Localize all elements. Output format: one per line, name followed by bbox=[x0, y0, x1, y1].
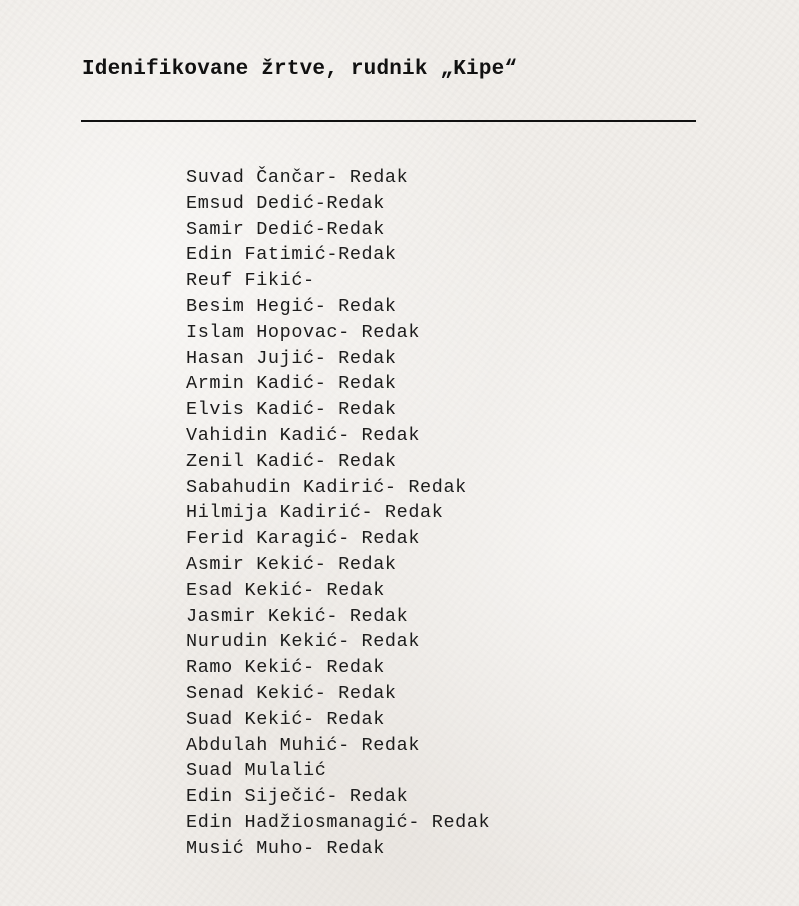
list-item-name: Emsud Dedić-Redak bbox=[186, 192, 385, 214]
list-item-name: Senad Kekić- Redak bbox=[186, 682, 397, 704]
list-item-name: Edin Siječić- Redak bbox=[186, 786, 409, 808]
list-item-name: Abdulah Muhić- Redak bbox=[186, 734, 421, 756]
list-item-name: Ramo Kekić- Redak bbox=[186, 657, 385, 679]
list-item-name: Suad Kekić- Redak bbox=[186, 708, 385, 730]
title-divider bbox=[81, 120, 696, 122]
list-item-name: Vahidin Kadić- Redak bbox=[186, 424, 421, 446]
list-item-name: Suvad Čančar- Redak bbox=[186, 167, 409, 188]
list-item-name: Edin Fatimić-Redak bbox=[186, 244, 397, 266]
list-item-name: Suad Mulalić bbox=[186, 760, 327, 782]
list-item-name: Zenil Kadić- Redak bbox=[186, 450, 397, 472]
list-item-name: Hilmija Kadirić- Redak bbox=[186, 502, 444, 524]
list-item-name: Edin Hadžiosmanagić- Redak bbox=[186, 811, 491, 833]
list-item-name: Islam Hopovac- Redak bbox=[186, 321, 421, 343]
list-item-name: Musić Muho- Redak bbox=[186, 837, 385, 859]
page-title: Idenifikovane žrtve, rudnik „Kipe“ bbox=[82, 58, 518, 81]
list-item-name: Ferid Karagić- Redak bbox=[186, 528, 421, 550]
list-item-name: Esad Kekić- Redak bbox=[186, 579, 385, 601]
list-item-name: Besim Hegić- Redak bbox=[186, 295, 397, 317]
list-item-name: Samir Dedić-Redak bbox=[186, 218, 385, 240]
list-item-name: Nurudin Kekić- Redak bbox=[186, 631, 421, 653]
list-item-name: Jasmir Kekić- Redak bbox=[186, 605, 409, 627]
list-item-name: Reuf Fikić- bbox=[186, 270, 315, 292]
list-item-name: Elvis Kadić- Redak bbox=[186, 399, 397, 421]
list-item-name: Armin Kadić- Redak bbox=[186, 373, 397, 395]
list-item-name: Hasan Jujić- Redak bbox=[186, 347, 397, 369]
list-item-name: Sabahudin Kadirić- Redak bbox=[186, 476, 467, 498]
list-item-name: Asmir Kekić- Redak bbox=[186, 553, 397, 575]
